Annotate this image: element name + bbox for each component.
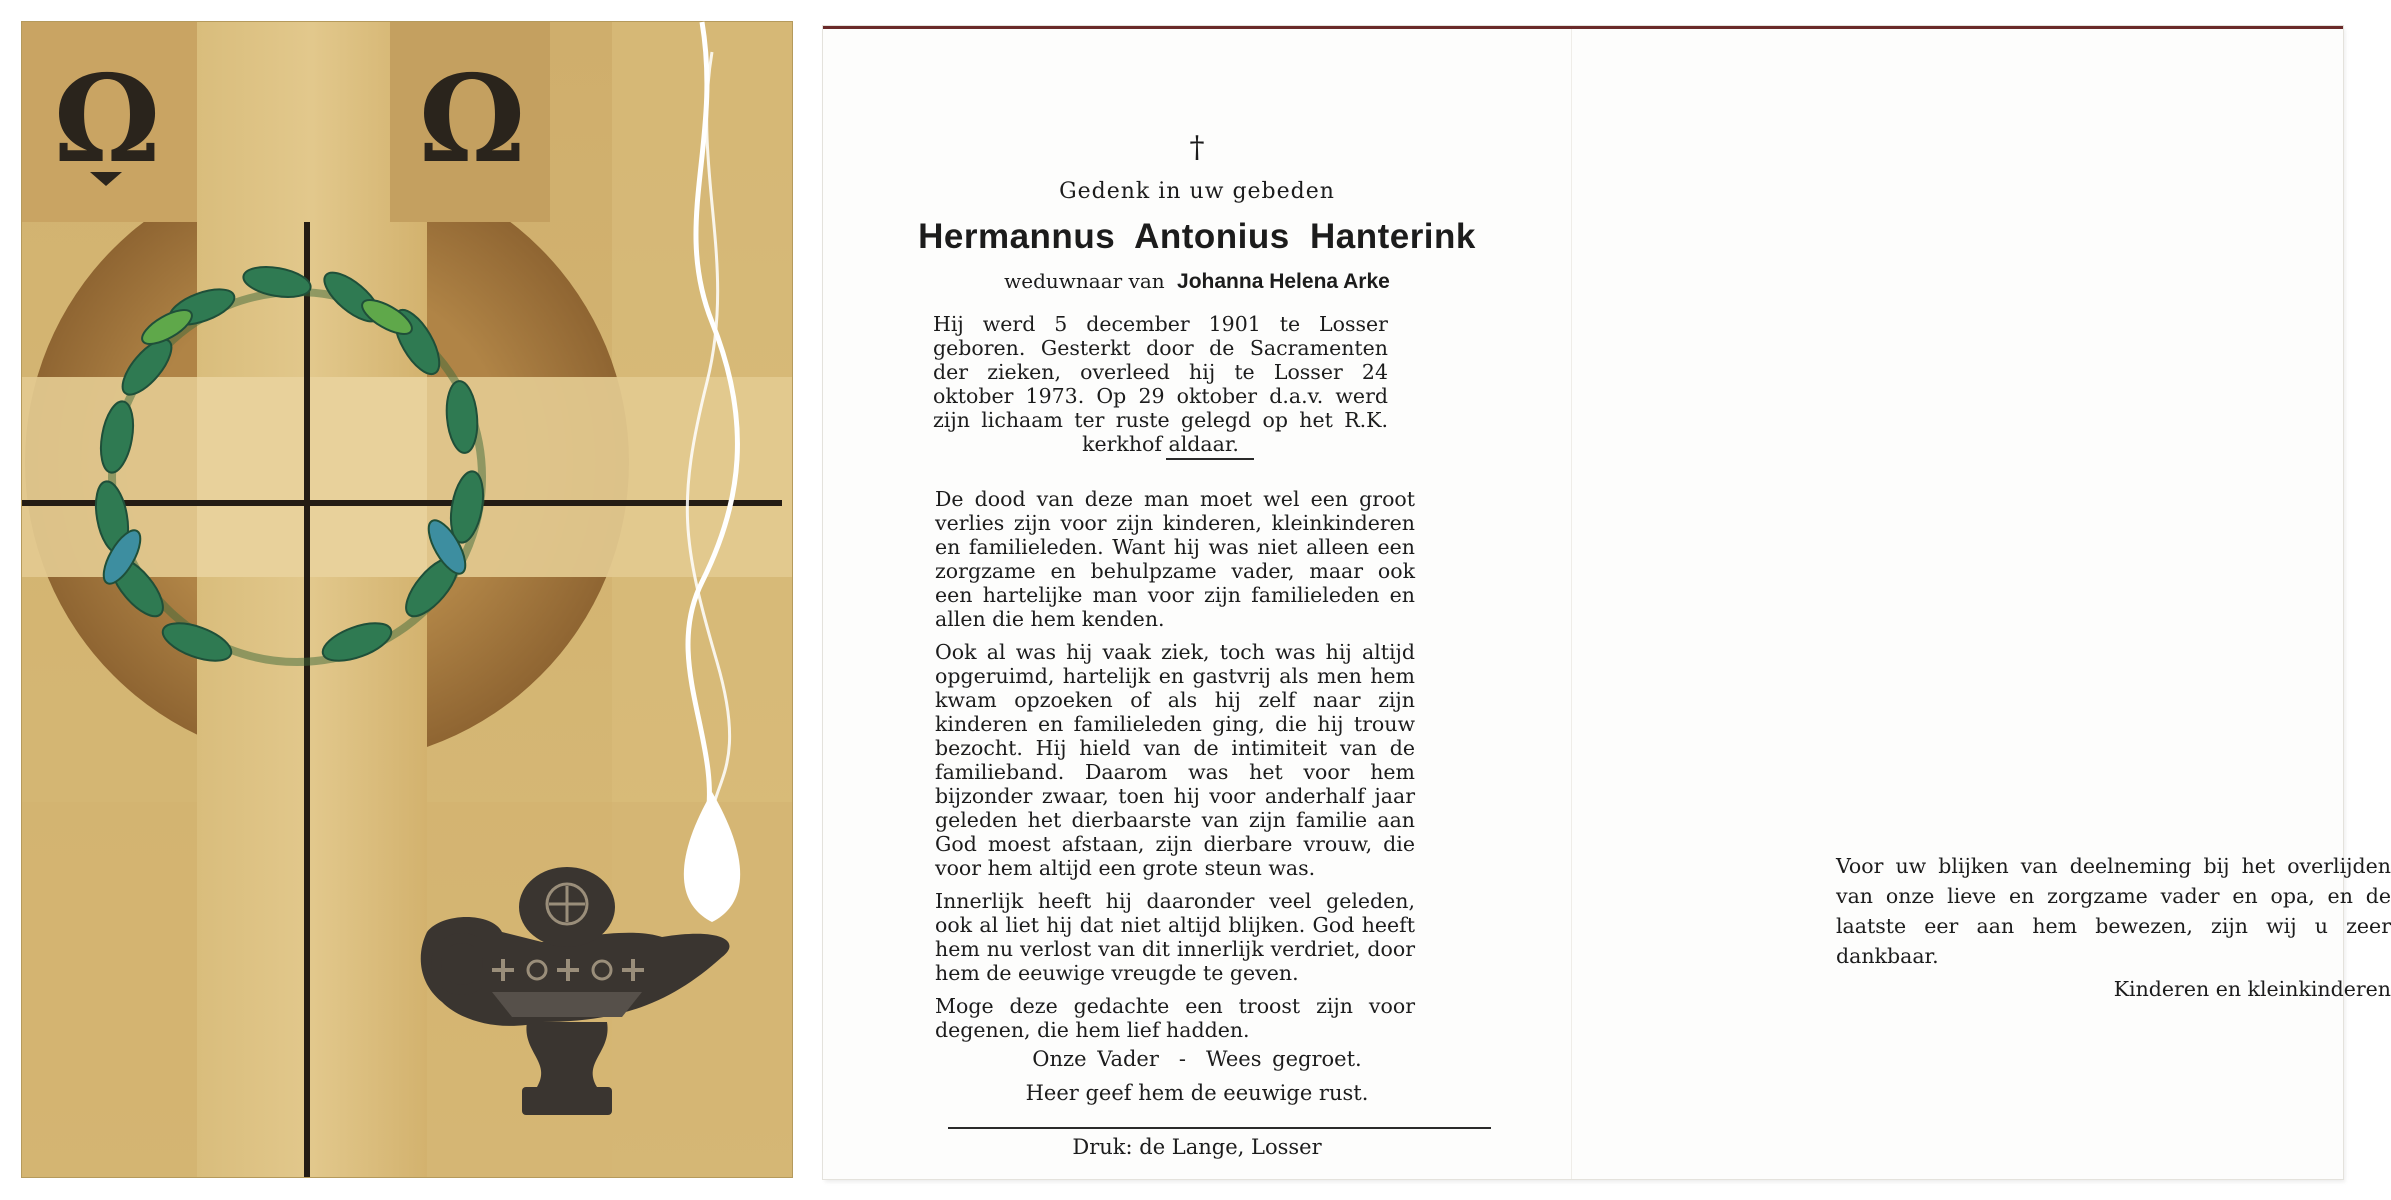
cross-icon bbox=[304, 222, 310, 1177]
prayer-our-father: Onze Vader bbox=[1032, 1047, 1159, 1071]
prayer-line bbox=[823, 1047, 1571, 1071]
biography-paragraph: Hij werd 5 december 1901 te Losser geboren. Gesterkt door de Sacramenten der zieken, overleed hij te Losser 24 oktober 1973. Op 29 oktober d.a.v. werd zijn lichaam ter ruste gelegd op het R.K. kerkhof aldaar. bbox=[933, 312, 1388, 456]
right-panel bbox=[1571, 29, 2391, 1179]
front-card bbox=[22, 22, 792, 1177]
section-divider bbox=[1166, 458, 1254, 460]
eulogy-text bbox=[935, 487, 1415, 1051]
inside-card bbox=[823, 26, 2391, 1179]
omega-icon: Ω bbox=[53, 49, 161, 190]
remember-line: Gedenk in uw gebeden bbox=[1059, 179, 1335, 204]
cross-center bbox=[197, 377, 427, 577]
prayer-hail-mary: Wees gegroet. bbox=[1205, 1047, 1362, 1071]
front-illustration bbox=[22, 22, 792, 1177]
deceased-name: Hermannus Antonius Hanterink bbox=[918, 217, 1476, 256]
signature-line: Kinderen en kleinkinderen bbox=[2113, 977, 2391, 1001]
printer-credit: Druk: de Lange, Losser bbox=[1072, 1135, 1322, 1159]
thanks-message: Voor uw blijken van deelneming bij het overlijden van onze lieve en zorgzame vader en opa, en de laatste eer aan hem bewezen, zijn wij u zeer dankbaar. bbox=[1836, 854, 2391, 968]
eulogy-paragraph: Innerlijk heeft hij daaronder veel geleden, ook al liet hij dat niet altijd blijken. God heeft hem nu verlost van dit innerlijk verdriet, door hem de eeuwige vreugde te geven. bbox=[935, 889, 1415, 985]
eulogy-paragraph: Moge deze gedachte een troost zijn voor degenen, die hem lief hadden. bbox=[935, 994, 1415, 1042]
cross-symbol: † bbox=[1189, 130, 1205, 165]
widower-prefix: weduwnaar van bbox=[1004, 269, 1165, 293]
chevron-mark bbox=[90, 172, 122, 186]
cross-line-horizontal bbox=[22, 500, 782, 506]
spouse-name: Johanna Helena Arke bbox=[1177, 270, 1390, 293]
footer-divider bbox=[948, 1127, 1491, 1129]
widower-line bbox=[823, 269, 1571, 294]
omega-icon: Ω bbox=[418, 49, 526, 190]
eulogy-paragraph: De dood van deze man moet wel een groot verlies zijn voor zijn kinderen, kleinkinderen en familieleden. Want hij was niet alleen een zorgzame en behulpzame vader, maar ook een hartelijke man voor zijn familieleden en allen die hem kenden. bbox=[935, 487, 1415, 631]
prayer-eternal-rest: Heer geef hem de eeuwige rust. bbox=[1025, 1081, 1369, 1105]
eulogy-paragraph: Ook al was hij vaak ziek, toch was hij altijd opgeruimd, hartelijk en gastvrij als men hem kwam opzoeken of als hij zelf naar zijn kinderen en familieleden ging, die hij trouw bezocht. Hij hield van de intimiteit van de familieband. Daarom was het voor hem bijzonder zwaar, toen hij voor anderhalf jaar geleden het dierbaarste van zijn familie aan God moest afstaan, zijn dierbare vrouw, die voor hem altijd een grote steun was. bbox=[935, 640, 1415, 880]
prayer-separator: - bbox=[1178, 1047, 1186, 1071]
left-panel bbox=[823, 29, 1571, 1179]
